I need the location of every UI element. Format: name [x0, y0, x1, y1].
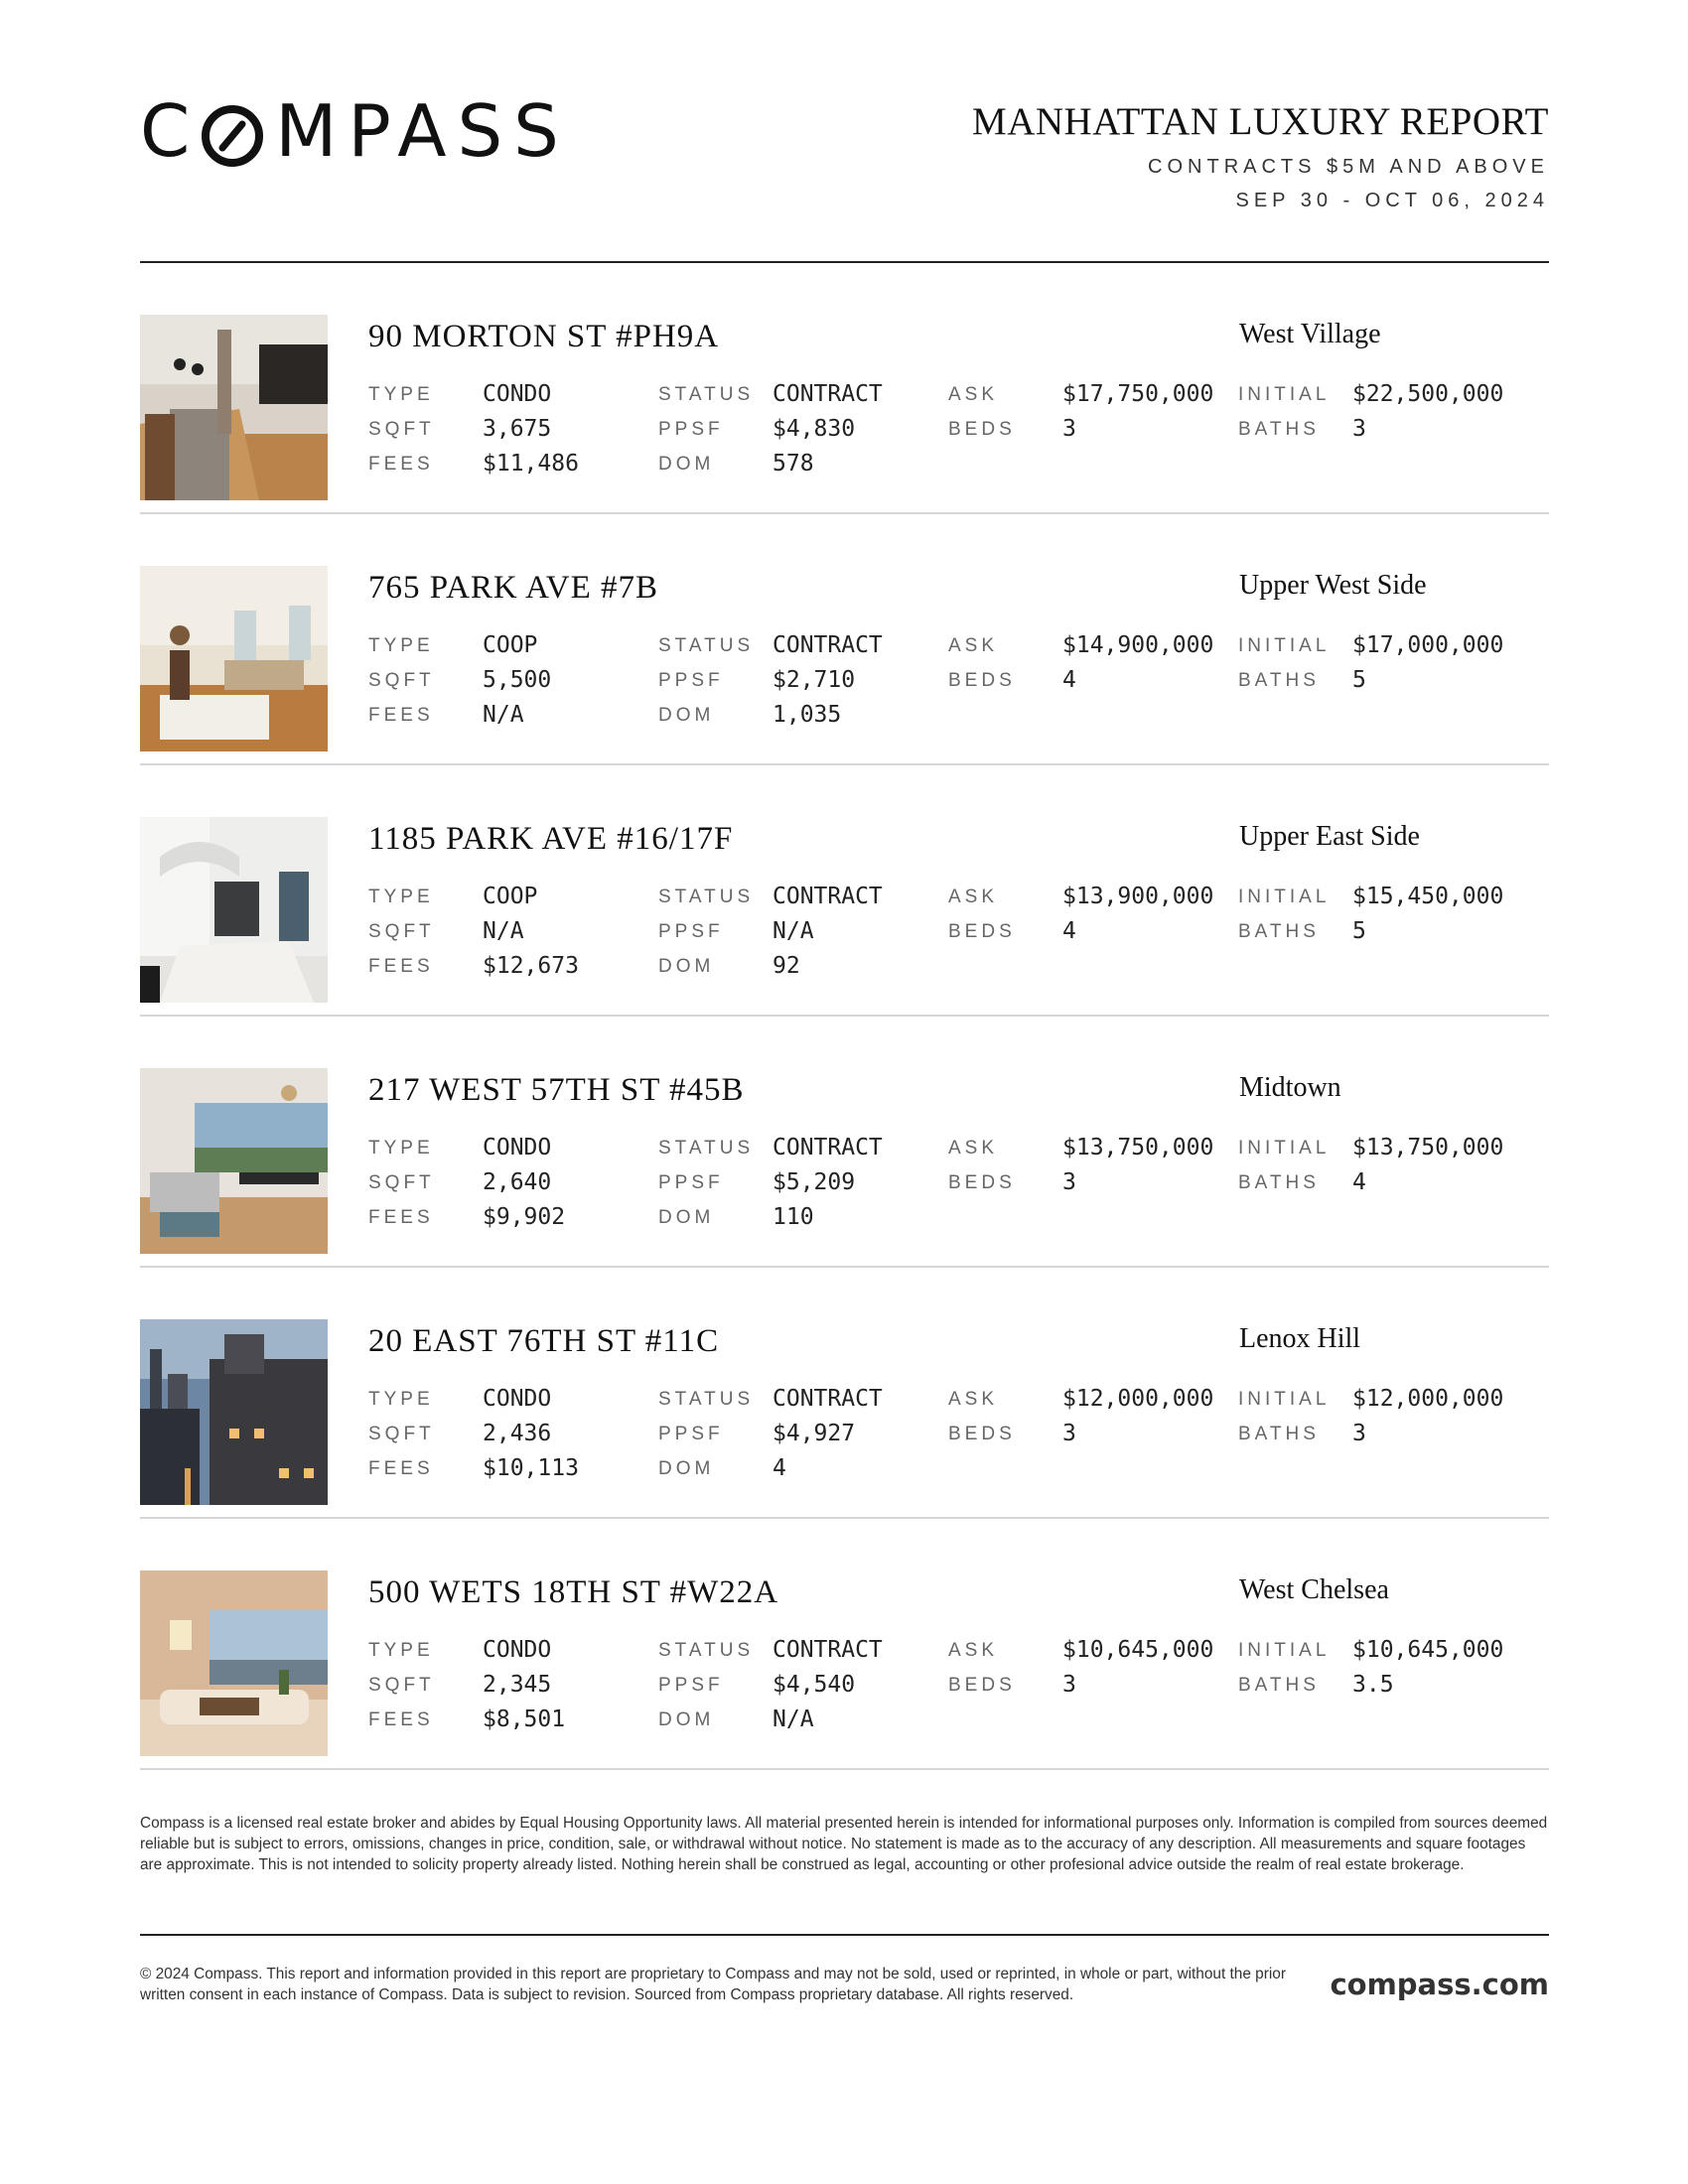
ask-value: $13,900,000: [1062, 884, 1214, 909]
listing-address: 500 WETS 18TH ST #W22A: [368, 1574, 779, 1610]
ppsf-label: PPSF: [658, 670, 724, 691]
beds-value: 3: [1062, 416, 1076, 442]
dom-label: DOM: [658, 1709, 715, 1730]
legal-disclaimer: Compass is a licensed real estate broker and abides by Equal Housing Opportunity laws. All material presented herein is intended for informational purposes only. Information is compiled from sources deemed reliable but is subject to errors, omissions, changes in price, condition, sale, or withdrawal without notice. No statement is made as to the accuracy of any description. All measurements and square footages are approximate. This is not intended to solicity property already listed. Nothing herein shall be construed as legal, accounting or other profesional advice outside the realm of real estate brokerage.: [140, 1815, 1548, 1873]
listing-item: [140, 1268, 1549, 1519]
initial-label: INITIAL: [1238, 1138, 1331, 1159]
ppsf-value: $4,540: [773, 1672, 856, 1698]
ask-value: $12,000,000: [1062, 1386, 1214, 1412]
baths-value: 5: [1352, 918, 1366, 944]
baths-label: BATHS: [1238, 1172, 1320, 1193]
ppsf-value: $2,710: [773, 667, 856, 693]
beds-label: BEDS: [948, 1424, 1016, 1444]
listing-photo: [140, 566, 328, 751]
baths-value: 3.5: [1352, 1672, 1394, 1698]
listing-item: [140, 514, 1549, 765]
type-label: TYPE: [368, 1138, 434, 1159]
beds-label: BEDS: [948, 921, 1016, 942]
dom-value: 4: [773, 1455, 786, 1481]
sqft-label: SQFT: [368, 1675, 435, 1696]
type-value: CONDO: [483, 1135, 552, 1160]
sqft-label: SQFT: [368, 1424, 435, 1444]
ppsf-label: PPSF: [658, 1172, 724, 1193]
ppsf-label: PPSF: [658, 1424, 724, 1444]
sqft-value: 2,345: [483, 1672, 552, 1698]
listing-neighborhood: Upper East Side: [1239, 821, 1420, 852]
fees-value: $11,486: [483, 451, 579, 477]
baths-value: 4: [1352, 1169, 1366, 1195]
listing-photo: [140, 315, 328, 500]
listing-neighborhood: Lenox Hill: [1239, 1323, 1361, 1354]
report-title: MANHATTAN LUXURY REPORT: [972, 100, 1549, 143]
ask-label: ASK: [948, 1389, 999, 1410]
initial-label: INITIAL: [1238, 1389, 1331, 1410]
baths-value: 3: [1352, 416, 1366, 442]
status-label: STATUS: [658, 635, 755, 656]
type-value: CONDO: [483, 1637, 552, 1663]
status-value: CONTRACT: [773, 1637, 883, 1663]
ask-label: ASK: [948, 887, 999, 907]
ppsf-value: N/A: [773, 918, 814, 944]
sqft-value: N/A: [483, 918, 524, 944]
fees-value: $8,501: [483, 1706, 566, 1732]
initial-label: INITIAL: [1238, 635, 1331, 656]
sqft-value: 2,640: [483, 1169, 552, 1195]
beds-label: BEDS: [948, 1675, 1016, 1696]
initial-value: $22,500,000: [1352, 381, 1504, 407]
baths-label: BATHS: [1238, 1424, 1320, 1444]
type-value: COOP: [483, 632, 538, 658]
fees-label: FEES: [368, 956, 434, 977]
website-link[interactable]: compass.com: [1330, 1968, 1549, 2001]
fees-value: N/A: [483, 702, 524, 728]
listing-photo: [140, 1570, 328, 1756]
initial-value: $13,750,000: [1352, 1135, 1504, 1160]
baths-label: BATHS: [1238, 670, 1320, 691]
initial-value: $15,450,000: [1352, 884, 1504, 909]
sqft-label: SQFT: [368, 1172, 435, 1193]
type-value: CONDO: [483, 1386, 552, 1412]
baths-value: 3: [1352, 1421, 1366, 1446]
ask-label: ASK: [948, 384, 999, 405]
listing-neighborhood: Midtown: [1239, 1072, 1341, 1103]
status-label: STATUS: [658, 887, 755, 907]
type-value: CONDO: [483, 381, 552, 407]
listing-photo: [140, 1319, 328, 1505]
dom-label: DOM: [658, 705, 715, 726]
type-label: TYPE: [368, 1640, 434, 1661]
sqft-value: 2,436: [483, 1421, 552, 1446]
beds-label: BEDS: [948, 419, 1016, 440]
dom-label: DOM: [658, 454, 715, 475]
report-dates: SEP 30 - OCT 06, 2024: [1235, 190, 1549, 211]
listing-neighborhood: West Chelsea: [1239, 1574, 1389, 1605]
ppsf-value: $4,927: [773, 1421, 856, 1446]
ask-label: ASK: [948, 1138, 999, 1159]
type-label: TYPE: [368, 384, 434, 405]
initial-label: INITIAL: [1238, 1640, 1331, 1661]
sqft-label: SQFT: [368, 921, 435, 942]
initial-label: INITIAL: [1238, 887, 1331, 907]
initial-label: INITIAL: [1238, 384, 1331, 405]
ask-value: $14,900,000: [1062, 632, 1214, 658]
listing-neighborhood: Upper West Side: [1239, 570, 1427, 601]
sqft-value: 3,675: [483, 416, 552, 442]
listing-neighborhood: West Village: [1239, 319, 1381, 349]
listing-address: 765 PARK AVE #7B: [368, 570, 659, 606]
beds-label: BEDS: [948, 1172, 1016, 1193]
dom-value: N/A: [773, 1706, 814, 1732]
status-value: CONTRACT: [773, 381, 883, 407]
dom-value: 1,035: [773, 702, 842, 728]
ask-value: $17,750,000: [1062, 381, 1214, 407]
copyright-notice: © 2024 Compass. This report and information provided in this report are proprietary to Compass and may not be sold, used or reprinted, in whole or part, without the prior written consent in each instance of Compass. Data is subject to revision. Sourced from Compass proprietary database. All rights reserved.: [140, 1966, 1286, 2003]
dom-value: 578: [773, 451, 814, 477]
listing-photo: [140, 817, 328, 1003]
fees-value: $12,673: [483, 953, 579, 979]
beds-value: 3: [1062, 1672, 1076, 1698]
ppsf-label: PPSF: [658, 1675, 724, 1696]
status-label: STATUS: [658, 1389, 755, 1410]
type-label: TYPE: [368, 635, 434, 656]
listing-address: 90 MORTON ST #PH9A: [368, 319, 720, 354]
listing-address: 217 WEST 57TH ST #45B: [368, 1072, 745, 1108]
status-value: CONTRACT: [773, 1386, 883, 1412]
listing-item: [140, 765, 1549, 1017]
status-value: CONTRACT: [773, 632, 883, 658]
fees-value: $10,113: [483, 1455, 579, 1481]
status-value: CONTRACT: [773, 884, 883, 909]
listing-item: [140, 1017, 1549, 1268]
type-label: TYPE: [368, 887, 434, 907]
fees-label: FEES: [368, 705, 434, 726]
beds-label: BEDS: [948, 670, 1016, 691]
dom-label: DOM: [658, 1458, 715, 1479]
ask-label: ASK: [948, 1640, 999, 1661]
beds-value: 4: [1062, 667, 1076, 693]
status-value: CONTRACT: [773, 1135, 883, 1160]
dom-value: 92: [773, 953, 800, 979]
status-label: STATUS: [658, 1138, 755, 1159]
ppsf-value: $5,209: [773, 1169, 856, 1195]
ask-value: $13,750,000: [1062, 1135, 1214, 1160]
fees-label: FEES: [368, 454, 434, 475]
dom-value: 110: [773, 1204, 814, 1230]
report-header: [972, 97, 1549, 214]
ppsf-label: PPSF: [658, 419, 724, 440]
baths-label: BATHS: [1238, 419, 1320, 440]
footer-divider: [140, 1934, 1549, 1936]
initial-value: $10,645,000: [1352, 1637, 1504, 1663]
compass-o-icon: [201, 101, 264, 165]
report-subtitle: CONTRACTS $5M AND ABOVE: [1148, 156, 1549, 178]
type-label: TYPE: [368, 1389, 434, 1410]
listing-address: 1185 PARK AVE #16/17F: [368, 821, 734, 857]
initial-value: $12,000,000: [1352, 1386, 1504, 1412]
beds-value: 4: [1062, 918, 1076, 944]
fees-value: $9,902: [483, 1204, 566, 1230]
status-label: STATUS: [658, 384, 755, 405]
listing-photo: [140, 1068, 328, 1254]
listing-item: [140, 1519, 1549, 1770]
sqft-label: SQFT: [368, 419, 435, 440]
initial-value: $17,000,000: [1352, 632, 1504, 658]
dom-label: DOM: [658, 1207, 715, 1228]
listing-item: [140, 263, 1549, 514]
baths-label: BATHS: [1238, 921, 1320, 942]
sqft-label: SQFT: [368, 670, 435, 691]
baths-value: 5: [1352, 667, 1366, 693]
status-label: STATUS: [658, 1640, 755, 1661]
listing-address: 20 EAST 76TH ST #11C: [368, 1323, 720, 1359]
beds-value: 3: [1062, 1169, 1076, 1195]
type-value: COOP: [483, 884, 538, 909]
beds-value: 3: [1062, 1421, 1076, 1446]
ppsf-label: PPSF: [658, 921, 724, 942]
ppsf-value: $4,830: [773, 416, 856, 442]
compass-logo: C MPASS: [140, 89, 570, 173]
listings-list: [140, 263, 1549, 1770]
fees-label: FEES: [368, 1458, 434, 1479]
fees-label: FEES: [368, 1709, 434, 1730]
sqft-value: 5,500: [483, 667, 552, 693]
dom-label: DOM: [658, 956, 715, 977]
ask-value: $10,645,000: [1062, 1637, 1214, 1663]
baths-label: BATHS: [1238, 1675, 1320, 1696]
ask-label: ASK: [948, 635, 999, 656]
fees-label: FEES: [368, 1207, 434, 1228]
